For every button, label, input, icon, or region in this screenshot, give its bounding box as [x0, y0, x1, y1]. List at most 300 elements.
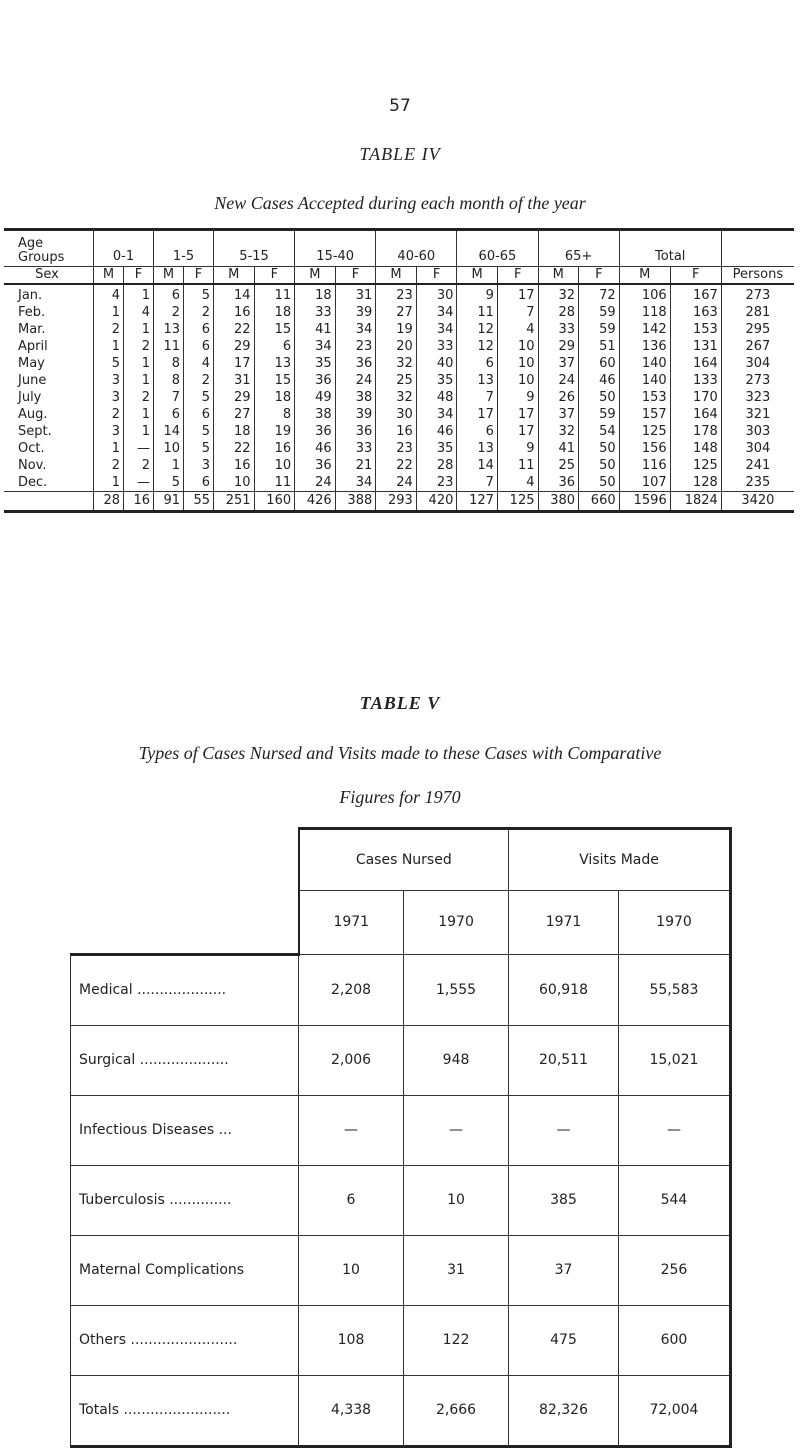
table-cell: 7 [457, 389, 498, 406]
table-cell: 51 [579, 338, 620, 355]
table-cell: 167 [670, 284, 721, 304]
table-cell: 2,666 [404, 1375, 509, 1446]
total-cell: 1824 [670, 492, 721, 512]
total-cell: 16 [124, 492, 154, 512]
total-cell: 251 [214, 492, 255, 512]
table-cell: 9 [457, 284, 498, 304]
table-cell: 107 [619, 474, 670, 492]
table-cell: 164 [670, 406, 721, 423]
total-cell: 1596 [619, 492, 670, 512]
table-cell: 37 [509, 1235, 619, 1305]
table-cell: 36 [295, 457, 336, 474]
table-cell: 46 [579, 372, 620, 389]
table-cell: 2 [94, 457, 124, 474]
table-cell: 25 [376, 372, 417, 389]
table-cell: 5 [184, 440, 214, 457]
table-cell: 2 [124, 338, 154, 355]
table-cell: 31 [214, 372, 255, 389]
month-label: Dec. [18, 474, 48, 490]
table-cell: 13 [254, 355, 295, 372]
table-cell: 6 [457, 423, 498, 440]
table-cell: 5 [184, 284, 214, 304]
total-cell: 125 [497, 492, 538, 512]
table-iv [4, 228, 794, 513]
table-cell: 5 [184, 423, 214, 440]
persons-label: Persons [721, 267, 794, 285]
table-cell: 49 [295, 389, 336, 406]
month-label: Mar. [18, 321, 46, 337]
table-cell: 41 [538, 440, 579, 457]
table-cell: 4 [497, 321, 538, 338]
table-cell: 59 [579, 304, 620, 321]
sex-col: M [214, 267, 255, 285]
table-cell: 4 [94, 284, 124, 304]
table-cell: 28 [538, 304, 579, 321]
table-cell: 2 [124, 389, 154, 406]
table-v-subtitle-line2: Figures for 1970 [339, 787, 461, 807]
persons-cell: 235 [721, 474, 794, 492]
total-cell: 127 [457, 492, 498, 512]
sex-col: F [184, 267, 214, 285]
blank-corner [71, 829, 299, 891]
table-cell: 12 [457, 338, 498, 355]
table-row [4, 321, 794, 338]
table-cell: 55,583 [618, 954, 730, 1025]
table-cell: 122 [404, 1305, 509, 1375]
table-cell: 34 [416, 304, 457, 321]
table-cell: 2 [184, 304, 214, 321]
table-cell: 6 [154, 284, 184, 304]
table-cell: 36 [335, 423, 376, 440]
age-group-header: 60-65 [457, 230, 538, 267]
table-cell: 5 [94, 355, 124, 372]
table-cell: 40 [416, 355, 457, 372]
table-cell: 3 [184, 457, 214, 474]
table-iv-title: TABLE IV [359, 144, 441, 164]
sex-header-row [4, 267, 794, 285]
table-cell: 34 [416, 321, 457, 338]
table-cell: 37 [538, 355, 579, 372]
table-cell: 35 [416, 440, 457, 457]
table-cell: 23 [376, 440, 417, 457]
total-cell: 420 [416, 492, 457, 512]
table-cell: 33 [295, 304, 336, 321]
total-cell: 160 [254, 492, 295, 512]
table-cell: 24 [538, 372, 579, 389]
month-label: Aug. [18, 406, 48, 422]
sex-col: M [457, 267, 498, 285]
table-row [4, 372, 794, 389]
table-row [4, 423, 794, 440]
table-cell: 6 [184, 321, 214, 338]
table-iv-body [4, 284, 794, 512]
table-cell: 8 [154, 372, 184, 389]
age-group-header: 0-1 [94, 230, 154, 267]
table-cell: 118 [619, 304, 670, 321]
table-cell: 17 [497, 423, 538, 440]
table-cell: 12 [457, 321, 498, 338]
table-cell: 17 [497, 284, 538, 304]
table-cell: 128 [670, 474, 721, 492]
table-cell: 15,021 [618, 1025, 730, 1095]
table-cell: 46 [416, 423, 457, 440]
table-cell: 82,326 [509, 1375, 619, 1446]
table-cell: 148 [670, 440, 721, 457]
table-cell: 11 [457, 304, 498, 321]
table-cell: 1 [124, 355, 154, 372]
persons-cell: 321 [721, 406, 794, 423]
table-cell: 50 [579, 474, 620, 492]
table-cell: — [124, 440, 154, 457]
table-cell: 17 [457, 406, 498, 423]
table-cell: 22 [376, 457, 417, 474]
year-header: 1971 [299, 891, 404, 955]
table-cell: — [618, 1095, 730, 1165]
table-row [4, 474, 794, 492]
table-cell: 35 [295, 355, 336, 372]
table-iv-subtitle: New Cases Accepted during each month of the year [214, 193, 586, 213]
table-cell: 10 [497, 355, 538, 372]
table-cell: 1 [154, 457, 184, 474]
table-cell: 15 [254, 372, 295, 389]
table-cell: 34 [335, 321, 376, 338]
table-cell: 140 [619, 355, 670, 372]
age-group-header-row [4, 230, 794, 267]
table-cell: 1 [124, 406, 154, 423]
persons-cell: 267 [721, 338, 794, 355]
table-cell: 13 [457, 372, 498, 389]
table-cell: 156 [619, 440, 670, 457]
table-cell: 600 [618, 1305, 730, 1375]
table-cell: 34 [416, 406, 457, 423]
table-row [71, 1095, 731, 1165]
table-cell: 11 [497, 457, 538, 474]
table-cell: 39 [335, 406, 376, 423]
table-row [71, 1305, 731, 1375]
table-cell: 13 [154, 321, 184, 338]
year-header-row [71, 891, 731, 955]
month-label: Nov. [18, 457, 47, 473]
age-group-header: 15-40 [295, 230, 376, 267]
persons-cell: 304 [721, 440, 794, 457]
age-group-header: 5-15 [214, 230, 295, 267]
table-cell: 6 [457, 355, 498, 372]
table-cell: 36 [538, 474, 579, 492]
table-cell: 32 [376, 389, 417, 406]
table-cell: 22 [214, 321, 255, 338]
table-cell: 1 [124, 321, 154, 338]
table-cell: 36 [335, 355, 376, 372]
age-groups-label: Age Groups [4, 230, 94, 267]
cases-nursed-header: Cases Nursed [299, 829, 509, 891]
table-cell: 6 [299, 1165, 404, 1235]
table-cell: 16 [214, 304, 255, 321]
sex-col: M [538, 267, 579, 285]
table-cell: 3 [94, 372, 124, 389]
month-label: Oct. [18, 440, 45, 456]
table-cell: 256 [618, 1235, 730, 1305]
table-cell: 18 [214, 423, 255, 440]
persons-header-blank [721, 230, 794, 267]
row-label: Others ........................ [71, 1305, 299, 1375]
table-cell: 20,511 [509, 1025, 619, 1095]
total-cell: 426 [295, 492, 336, 512]
table-cell: 6 [184, 406, 214, 423]
table-cell: — [404, 1095, 509, 1165]
age-group-header: 40-60 [376, 230, 457, 267]
table-cell: 18 [254, 389, 295, 406]
month-label: Sept. [18, 423, 52, 439]
year-header: 1970 [618, 891, 730, 955]
table-cell: 2,006 [299, 1025, 404, 1095]
row-label: Infectious Diseases ... [71, 1095, 299, 1165]
table-row [4, 355, 794, 372]
table-cell: 27 [214, 406, 255, 423]
sex-col: F [579, 267, 620, 285]
visits-made-header: Visits Made [509, 829, 731, 891]
table-cell: 24 [295, 474, 336, 492]
table-cell: 14 [154, 423, 184, 440]
table-v [70, 827, 732, 1448]
table-cell: 7 [154, 389, 184, 406]
table-cell: 1 [94, 338, 124, 355]
sex-col: F [124, 267, 154, 285]
table-cell: 16 [254, 440, 295, 457]
table-cell: 23 [416, 474, 457, 492]
table-cell: 2,208 [299, 954, 404, 1025]
table-v-body [71, 954, 731, 1446]
table-cell: 18 [295, 284, 336, 304]
table-cell: 54 [579, 423, 620, 440]
table-cell: 50 [579, 389, 620, 406]
table-cell: 385 [509, 1165, 619, 1235]
table-cell: 4,338 [299, 1375, 404, 1446]
table-cell: 3 [94, 389, 124, 406]
table-cell: 25 [538, 457, 579, 474]
table-cell: 20 [376, 338, 417, 355]
table-cell: 1 [124, 284, 154, 304]
sex-col: F [416, 267, 457, 285]
table-row [71, 1025, 731, 1095]
table-cell: — [124, 474, 154, 492]
sex-col: M [376, 267, 417, 285]
table-row [4, 389, 794, 406]
row-label: Tuberculosis .............. [71, 1165, 299, 1235]
table-cell: 8 [254, 406, 295, 423]
total-cell: 91 [154, 492, 184, 512]
row-label: Surgical .................... [71, 1025, 299, 1095]
row-label: Totals ........................ [71, 1375, 299, 1446]
table-cell: 6 [254, 338, 295, 355]
table-cell: 1 [124, 423, 154, 440]
table-cell: 30 [376, 406, 417, 423]
month-label: April [18, 338, 48, 354]
table-cell: 1 [94, 440, 124, 457]
table-cell: 19 [254, 423, 295, 440]
table-cell: 3 [94, 423, 124, 440]
table-row [71, 1375, 731, 1446]
table-cell: 2 [94, 406, 124, 423]
table-cell: 164 [670, 355, 721, 372]
table-cell: 153 [670, 321, 721, 338]
table-cell: 17 [497, 406, 538, 423]
table-cell: 1 [94, 304, 124, 321]
table-cell: 8 [154, 355, 184, 372]
month-label: July [18, 389, 42, 405]
table-cell: 475 [509, 1305, 619, 1375]
table-cell: 59 [579, 321, 620, 338]
table-row [71, 1235, 731, 1305]
row-label: Maternal Complications [71, 1235, 299, 1305]
table-cell: 153 [619, 389, 670, 406]
table-cell: 5 [184, 389, 214, 406]
total-cell: 3420 [721, 492, 794, 512]
table-cell: — [299, 1095, 404, 1165]
table-cell: 108 [299, 1305, 404, 1375]
table-cell: 10 [497, 372, 538, 389]
table-row [4, 406, 794, 423]
age-group-header: 65+ [538, 230, 619, 267]
table-cell: 33 [335, 440, 376, 457]
table-cell: 125 [619, 423, 670, 440]
table-cell: 4 [124, 304, 154, 321]
table-cell: 1 [94, 474, 124, 492]
table-cell: 2 [184, 372, 214, 389]
table-cell: 60 [579, 355, 620, 372]
table-cell: — [509, 1095, 619, 1165]
table-row [4, 304, 794, 321]
table-cell: 35 [416, 372, 457, 389]
table-cell: 10 [497, 338, 538, 355]
table-row [4, 284, 794, 304]
table-cell: 16 [214, 457, 255, 474]
table-cell: 23 [335, 338, 376, 355]
table-cell: 14 [457, 457, 498, 474]
table-cell: 5 [154, 474, 184, 492]
table-cell: 11 [154, 338, 184, 355]
group-header-row [71, 829, 731, 891]
table-cell: 6 [184, 474, 214, 492]
age-group-header: Total [619, 230, 721, 267]
table-cell: 4 [497, 474, 538, 492]
table-cell: 48 [416, 389, 457, 406]
sex-col: F [497, 267, 538, 285]
table-cell: 10 [254, 457, 295, 474]
table-cell: 948 [404, 1025, 509, 1095]
blank-corner [71, 891, 299, 955]
table-cell: 28 [416, 457, 457, 474]
table-cell: 50 [579, 457, 620, 474]
table-cell: 2 [94, 321, 124, 338]
table-cell: 2 [154, 304, 184, 321]
table-cell: 10 [214, 474, 255, 492]
table-cell: 16 [376, 423, 417, 440]
table-cell: 163 [670, 304, 721, 321]
table-cell: 10 [299, 1235, 404, 1305]
table-cell: 11 [254, 284, 295, 304]
table-v-title: TABLE V [359, 693, 441, 713]
total-cell: 380 [538, 492, 579, 512]
total-cell: 28 [94, 492, 124, 512]
sex-col: M [154, 267, 184, 285]
table-cell: 29 [214, 338, 255, 355]
table-cell: 170 [670, 389, 721, 406]
persons-cell: 304 [721, 355, 794, 372]
table-cell: 1 [124, 372, 154, 389]
table-cell: 18 [254, 304, 295, 321]
table-row [71, 1165, 731, 1235]
table-cell: 7 [457, 474, 498, 492]
table-cell: 133 [670, 372, 721, 389]
persons-cell: 241 [721, 457, 794, 474]
table-cell: 4 [184, 355, 214, 372]
table-cell: 32 [538, 423, 579, 440]
persons-cell: 273 [721, 284, 794, 304]
table-cell: 36 [295, 423, 336, 440]
table-row [4, 338, 794, 355]
table-cell: 30 [416, 284, 457, 304]
table-cell: 41 [295, 321, 336, 338]
table-cell: 6 [184, 338, 214, 355]
table-row [4, 457, 794, 474]
table-cell: 33 [538, 321, 579, 338]
table-cell: 32 [538, 284, 579, 304]
month-label: May [18, 355, 45, 371]
table-cell: 26 [538, 389, 579, 406]
table-cell: 39 [335, 304, 376, 321]
table-cell: 33 [416, 338, 457, 355]
table-cell: 24 [335, 372, 376, 389]
table-cell: 37 [538, 406, 579, 423]
table-cell: 544 [618, 1165, 730, 1235]
sex-col: F [670, 267, 721, 285]
sex-col: M [94, 267, 124, 285]
table-cell: 29 [538, 338, 579, 355]
sex-col: M [619, 267, 670, 285]
table-cell: 31 [404, 1235, 509, 1305]
month-label: Jan. [18, 287, 43, 303]
table-cell: 13 [457, 440, 498, 457]
table-cell: 32 [376, 355, 417, 372]
sex-col: M [295, 267, 336, 285]
row-label: Medical .................... [71, 954, 299, 1025]
totals-row [4, 492, 794, 512]
table-cell: 22 [214, 440, 255, 457]
persons-cell: 323 [721, 389, 794, 406]
table-cell: 17 [214, 355, 255, 372]
year-header: 1971 [509, 891, 619, 955]
month-label: June [18, 372, 47, 388]
table-cell: 34 [295, 338, 336, 355]
table-cell: 1,555 [404, 954, 509, 1025]
table-cell: 11 [254, 474, 295, 492]
persons-cell: 303 [721, 423, 794, 440]
persons-cell: 273 [721, 372, 794, 389]
table-row [4, 440, 794, 457]
table-cell: 59 [579, 406, 620, 423]
table-cell: 142 [619, 321, 670, 338]
table-cell: 29 [214, 389, 255, 406]
table-cell: 23 [376, 284, 417, 304]
table-cell: 7 [497, 304, 538, 321]
table-cell: 136 [619, 338, 670, 355]
total-cell: 293 [376, 492, 417, 512]
table-cell: 15 [254, 321, 295, 338]
table-cell: 60,918 [509, 954, 619, 1025]
table-cell: 2 [124, 457, 154, 474]
sex-col: F [335, 267, 376, 285]
table-cell: 9 [497, 389, 538, 406]
